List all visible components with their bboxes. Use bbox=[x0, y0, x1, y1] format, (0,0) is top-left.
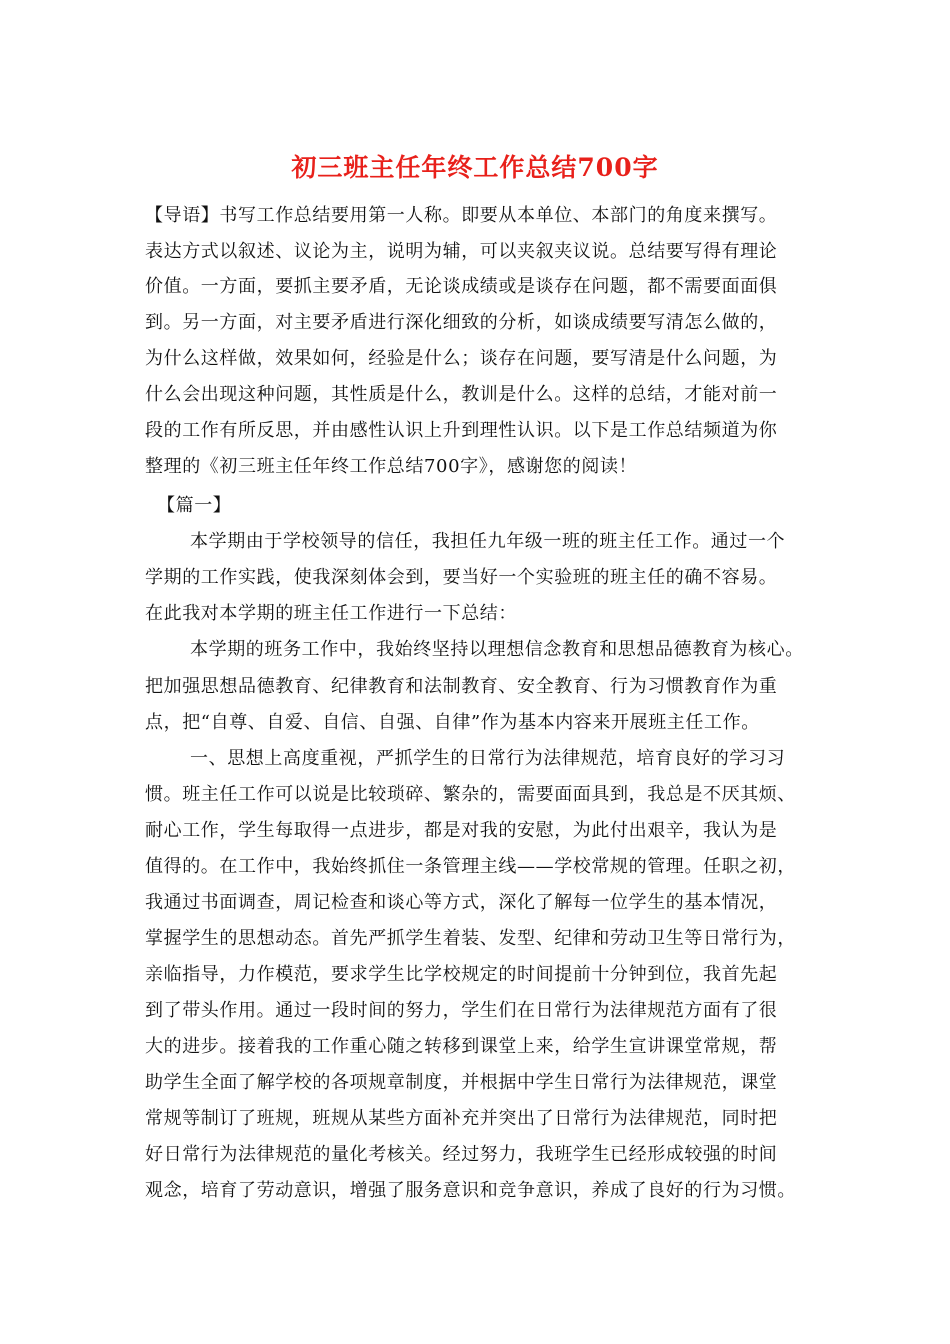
paragraph-line: 亲临指导，力作模范，要求学生比学校规定的时间提前十分钟到位，我首先起 bbox=[145, 964, 778, 985]
paragraph-line: 值得的。在工作中，我始终抓住一条管理主线——学校常规的管理。任职之初， bbox=[145, 856, 796, 877]
intro-line: 价值。一方面，要抓主要矛盾，无论谈成绩或是谈存在问题，都不需要面面俱 bbox=[145, 276, 778, 297]
intro-line: 表达方式以叙述、议论为主，说明为辅，可以夹叙夹议说。总结要写得有理论 bbox=[145, 241, 778, 262]
intro-line: 什么会出现这种问题，其性质是什么，教训是什么。这样的总结，才能对前一 bbox=[145, 384, 778, 405]
paragraph-line: 我通过书面调查，周记检查和谈心等方式，深化了解每一位学生的基本情况， bbox=[145, 892, 778, 913]
intro-line: 【导语】书写工作总结要用第一人称。即要从本单位、本部门的角度来撰写。 bbox=[145, 205, 778, 226]
paragraph-line: 本学期的班务工作中，我始终坚持以理想信念教育和思想品德教育为核心。 bbox=[190, 639, 804, 660]
paragraph-line: 观念，培育了劳动意识，增强了服务意识和竞争意识，养成了良好的行为习惯。 bbox=[145, 1180, 796, 1201]
paragraph-line: 一、思想上高度重视，严抓学生的日常行为法律规范，培育良好的学习习 bbox=[190, 748, 786, 769]
document-title: 初三班主任年终工作总结700字 bbox=[291, 153, 659, 182]
paragraph-line: 助学生全面了解学校的各项规章制度，并根据中学生日常行为法律规范，课堂 bbox=[145, 1072, 778, 1093]
paragraph-line: 学期的工作实践，使我深刻体会到，要当好一个实验班的班主任的确不容易。 bbox=[145, 567, 778, 588]
paragraph-line: 掌握学生的思想动态。首先严抓学生着装、发型、纪律和劳动卫生等日常行为， bbox=[145, 928, 796, 949]
paragraph-line: 惯。班主任工作可以说是比较琐碎、繁杂的，需要面面具到，我总是不厌其烦、 bbox=[145, 784, 796, 805]
paragraph-line: 把加强思想品德教育、纪律教育和法制教育、安全教育、行为习惯教育作为重 bbox=[145, 676, 778, 697]
section-label: 【篇一】 bbox=[157, 495, 232, 516]
paragraph-line: 点，把“自尊、自爱、自信、自强、自律”作为基本内容来开展班主任工作。 bbox=[145, 712, 760, 733]
intro-line: 段的工作有所反思，并由感性认识上升到理性认识。以下是工作总结频道为你 bbox=[145, 420, 778, 441]
intro-line: 到。另一方面，对主要矛盾进行深化细致的分析，如谈成绩要写清怎么做的， bbox=[145, 312, 778, 333]
paragraph-line: 大的进步。接着我的工作重心随之转移到课堂上来，给学生宣讲课堂常规，帮 bbox=[145, 1036, 778, 1057]
paragraph-line: 好日常行为法律规范的量化考核关。经过努力，我班学生已经形成较强的时间 bbox=[145, 1144, 778, 1165]
paragraph-line: 在此我对本学期的班主任工作进行一下总结： bbox=[145, 603, 517, 624]
paragraph-line: 耐心工作，学生每取得一点进步，都是对我的安慰，为此付出艰辛，我认为是 bbox=[145, 820, 778, 841]
paragraph-line: 常规等制订了班规，班规从某些方面补充并突出了日常行为法律规范，同时把 bbox=[145, 1108, 778, 1129]
intro-line: 为什么这样做，效果如何，经验是什么；谈存在问题，要写清是什么问题，为 bbox=[145, 348, 778, 369]
paragraph-line: 本学期由于学校领导的信任，我担任九年级一班的班主任工作。通过一个 bbox=[190, 531, 786, 552]
intro-line: 整理的《初三班主任年终工作总结700字》，感谢您的阅读！ bbox=[145, 456, 638, 477]
paragraph-line: 到了带头作用。通过一段时间的努力，学生们在日常行为法律规范方面有了很 bbox=[145, 1000, 778, 1021]
